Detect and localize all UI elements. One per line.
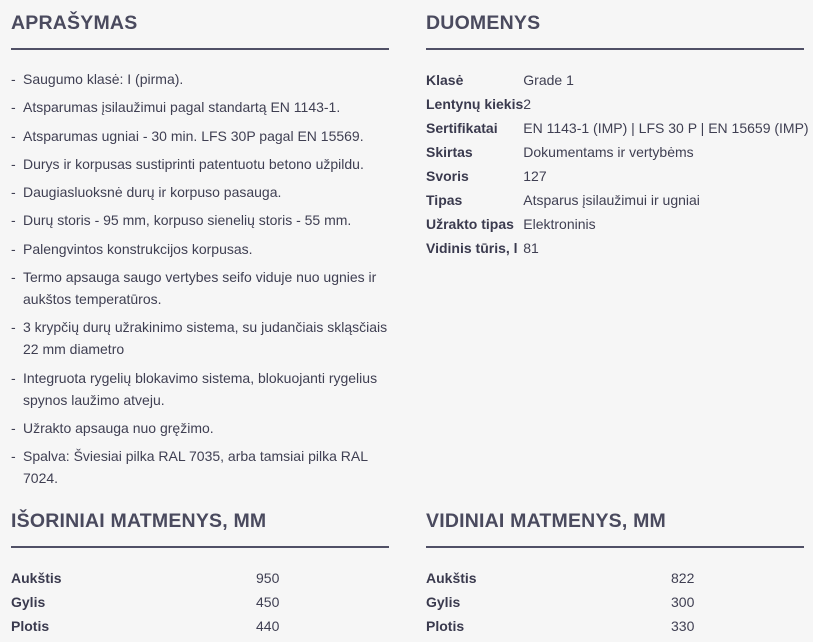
inner-dimensions-title: VIDINIAI MATMENYS, MM [426,510,666,532]
description-section [11,0,389,496]
dimension-value: 440 [256,618,280,634]
description-item: - Saugumo klasė: I (pirma). [11,68,389,90]
outer-dimensions-divider [11,546,389,548]
dimension-row [426,614,726,638]
data-title: DUOMENYS [426,12,541,34]
dimension-key: Aukštis [11,570,62,586]
spec-key: Užrakto tipas [426,216,514,232]
spec-key: Tipas [426,192,463,208]
data-section [426,0,809,260]
spec-table [426,68,809,260]
spec-row [426,92,809,116]
dimension-value: 822 [671,570,695,586]
outer-dimensions-section [11,498,389,638]
spec-row [426,116,809,140]
spec-key: Svoris [426,168,469,184]
description-item: - 3 krypčių durų užrakinimo sistema, su judančiais skląsčiais 22 mm diametro [11,316,389,360]
spec-row [426,68,809,92]
description-item: - Termo apsauga saugo vertybes seifo viduje nuo ugnies ir aukštos temperatūros. [11,266,389,310]
spec-key: Sertifikatai [426,120,498,136]
outer-dimensions-title: IŠORINIAI MATMENYS, MM [11,510,267,532]
dash-bullet: - [11,99,16,116]
dash-bullet: - [11,419,16,436]
dash-bullet: - [11,269,16,286]
dash-bullet: - [11,369,16,386]
dimension-value: 330 [671,618,695,634]
dimension-value: 450 [256,594,280,610]
dash-bullet: - [11,127,16,144]
dash-bullet: - [11,212,16,229]
dash-bullet: - [11,184,16,201]
description-item: - Integruota rygelių blokavimo sistema, blokuojanti rygelius spynos laužimo atveju. [11,367,389,411]
spec-value: 2 [523,96,532,112]
spec-row [426,140,809,164]
spec-row [426,188,809,212]
spec-key: Lentynų kiekis [426,96,524,112]
dash-bullet: - [11,319,16,336]
description-item: - Durų storis - 95 mm, korpuso sienelių storis - 55 mm. [11,209,389,231]
dimension-key: Gylis [426,594,461,610]
inner-dimensions-table [426,566,726,638]
spec-key: Klasė [426,72,464,88]
spec-value: Grade 1 [523,72,574,88]
description-divider [11,48,389,50]
dimension-row [426,590,726,614]
dimension-row [426,566,726,590]
data-divider [426,48,804,50]
dash-bullet: - [11,448,16,465]
dash-bullet: - [11,71,16,87]
spec-key: Skirtas [426,144,473,160]
description-list [11,68,389,489]
description-item: - Palengvintos konstrukcijos korpusas. [11,238,389,260]
description-item: - Atsparumas ugniai - 30 min. LFS 30P pagal EN 15569. [11,125,389,147]
description-item: - Atsparumas įsilaužimui pagal standartą EN 1143-1. [11,96,389,118]
dimension-row [11,566,311,590]
description-title: APRAŠYMAS [11,12,138,34]
dash-bullet: - [11,240,16,257]
dash-bullet: - [11,155,16,172]
dimension-value: 300 [671,594,695,610]
spec-value: EN 1143-1 (IMP) | LFS 30 P | EN 15659 (IMP) [523,120,809,136]
outer-dimensions-table [11,566,311,638]
spec-value: 81 [523,240,539,256]
spec-value: Elektroninis [523,216,596,232]
dimension-key: Plotis [426,618,465,634]
dimension-row [11,614,311,638]
inner-dimensions-section [426,498,804,638]
spec-value: Atsparus įsilaužimui ir ugniai [523,192,700,208]
dimension-key: Gylis [11,594,46,610]
description-item: - Užrakto apsauga nuo gręžimo. [11,417,389,439]
description-item: - Daugiasluoksnė durų ir korpuso pasauga. [11,181,389,203]
spec-value: 127 [523,168,547,184]
description-item: - Durys ir korpusas sustiprinti patentuotu betono užpildu. [11,153,389,175]
spec-value: Dokumentams ir vertybėms [523,144,694,160]
spec-row [426,212,809,236]
spec-row [426,236,809,260]
spec-row [426,164,809,188]
dimension-key: Aukštis [426,570,477,586]
description-item: - Spalva: Šviesiai pilka RAL 7035, arba tamsiai pilka RAL 7024. [11,445,389,489]
dimension-value: 950 [256,570,280,586]
inner-dimensions-divider [426,546,804,548]
dimension-key: Plotis [11,618,50,634]
spec-key: Vidinis tūris, l [426,240,518,256]
dimension-row [11,590,311,614]
